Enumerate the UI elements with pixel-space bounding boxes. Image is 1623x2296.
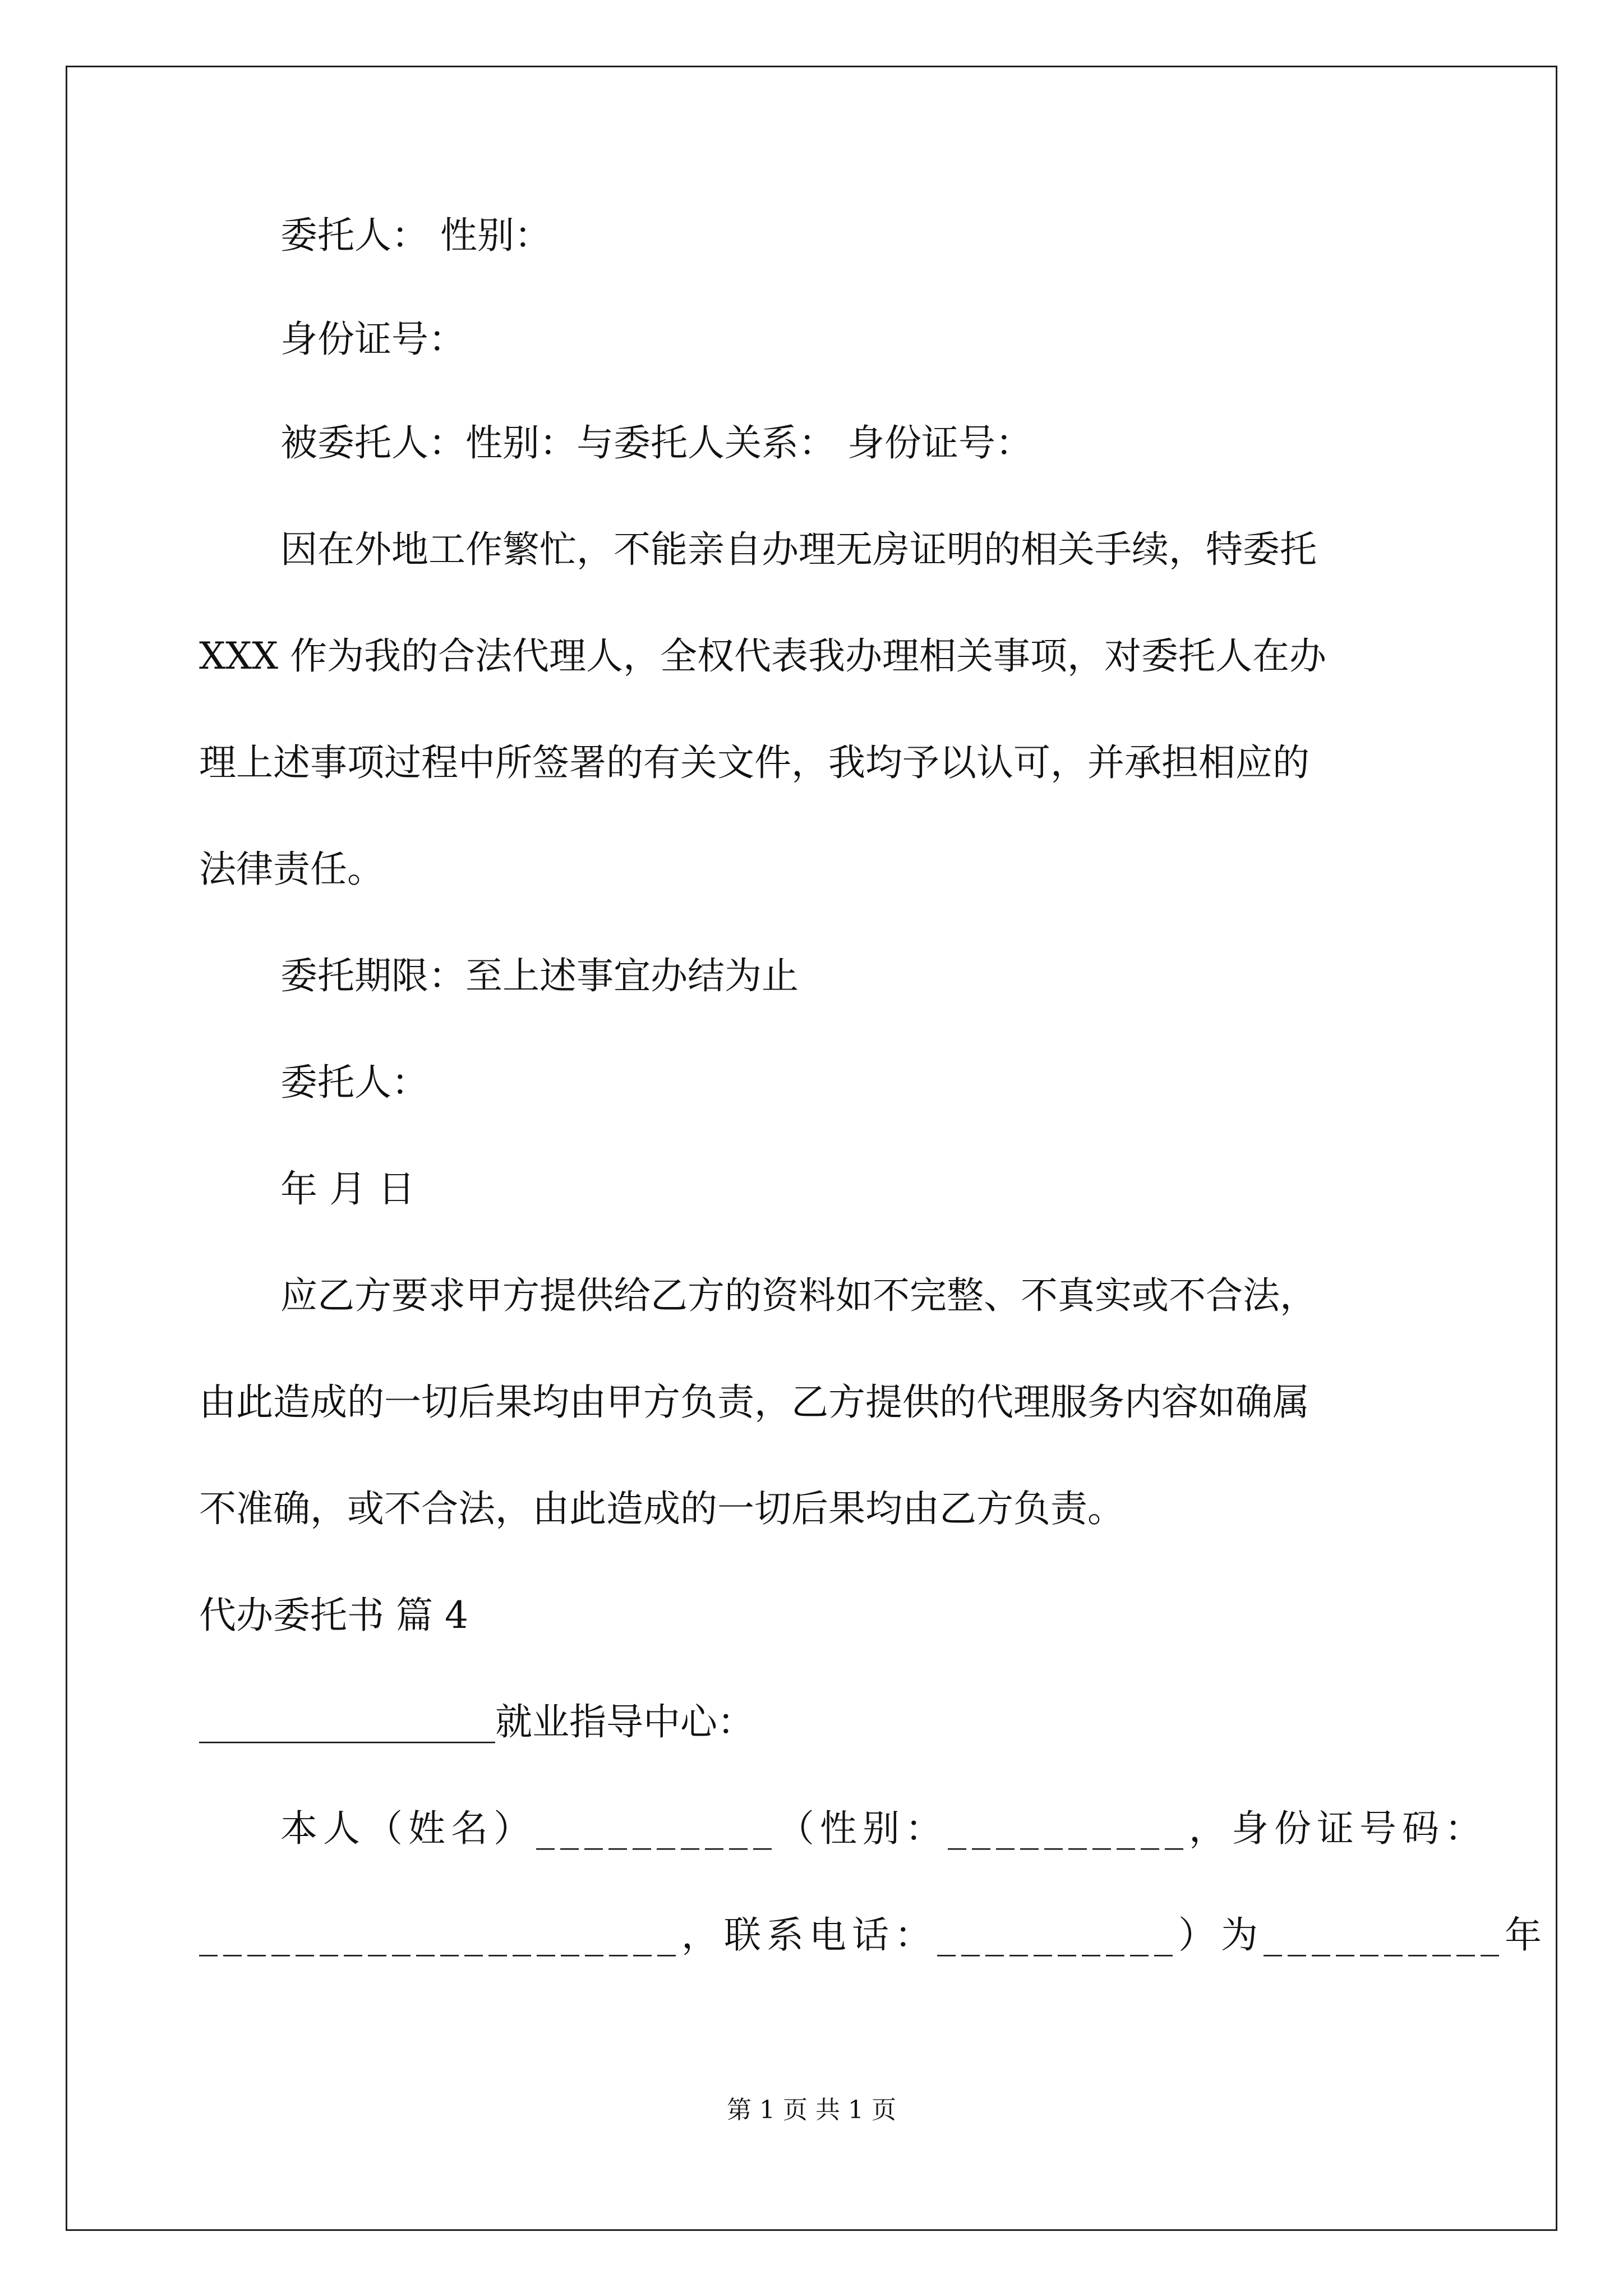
text-line: 身份证号： bbox=[280, 318, 465, 361]
text-line: 委托期限：至上述事宜办结为止 bbox=[280, 954, 799, 997]
section-heading: 代办委托书 篇 4 bbox=[199, 1594, 468, 1637]
text-line: ________________就业指导中心： bbox=[199, 1700, 754, 1743]
text-line: 委托人： bbox=[280, 1061, 428, 1104]
text-line: 委托人： 性别： bbox=[280, 214, 551, 257]
text-line: 由此造成的一切后果均由甲方负责，乙方提供的代理服务内容如确属 bbox=[199, 1381, 1310, 1424]
text-line: 被委托人：性别：与委托人关系： 身份证号： bbox=[280, 421, 1032, 464]
text-line: XXX 作为我的合法代理人，全权代表我办理相关事项，对委托人在办 bbox=[199, 634, 1326, 678]
page-border bbox=[66, 66, 1557, 2231]
text-line: 法律责任。 bbox=[199, 848, 384, 891]
text-line: ____________________，联系电话：__________）为__________年 bbox=[199, 1913, 1547, 1957]
text-line: 理上述事项过程中所签署的有关文件，我均予以认可，并承担相应的 bbox=[199, 741, 1310, 784]
text-line: 应乙方要求甲方提供给乙方的资料如不完整、不真实或不合法， bbox=[280, 1274, 1317, 1317]
text-line: 本人（姓名）__________（性别：__________，身份证号码： bbox=[280, 1807, 1487, 1850]
text-line: 不准确，或不合法，由此造成的一切后果均由乙方负责。 bbox=[199, 1487, 1124, 1530]
page-footer: 第 1 页 共 1 页 bbox=[727, 2096, 896, 2124]
text-line: 年 月 日 bbox=[280, 1167, 415, 1211]
text-line: 因在外地工作繁忙，不能亲自办理无房证明的相关手续，特委托 bbox=[280, 528, 1317, 571]
